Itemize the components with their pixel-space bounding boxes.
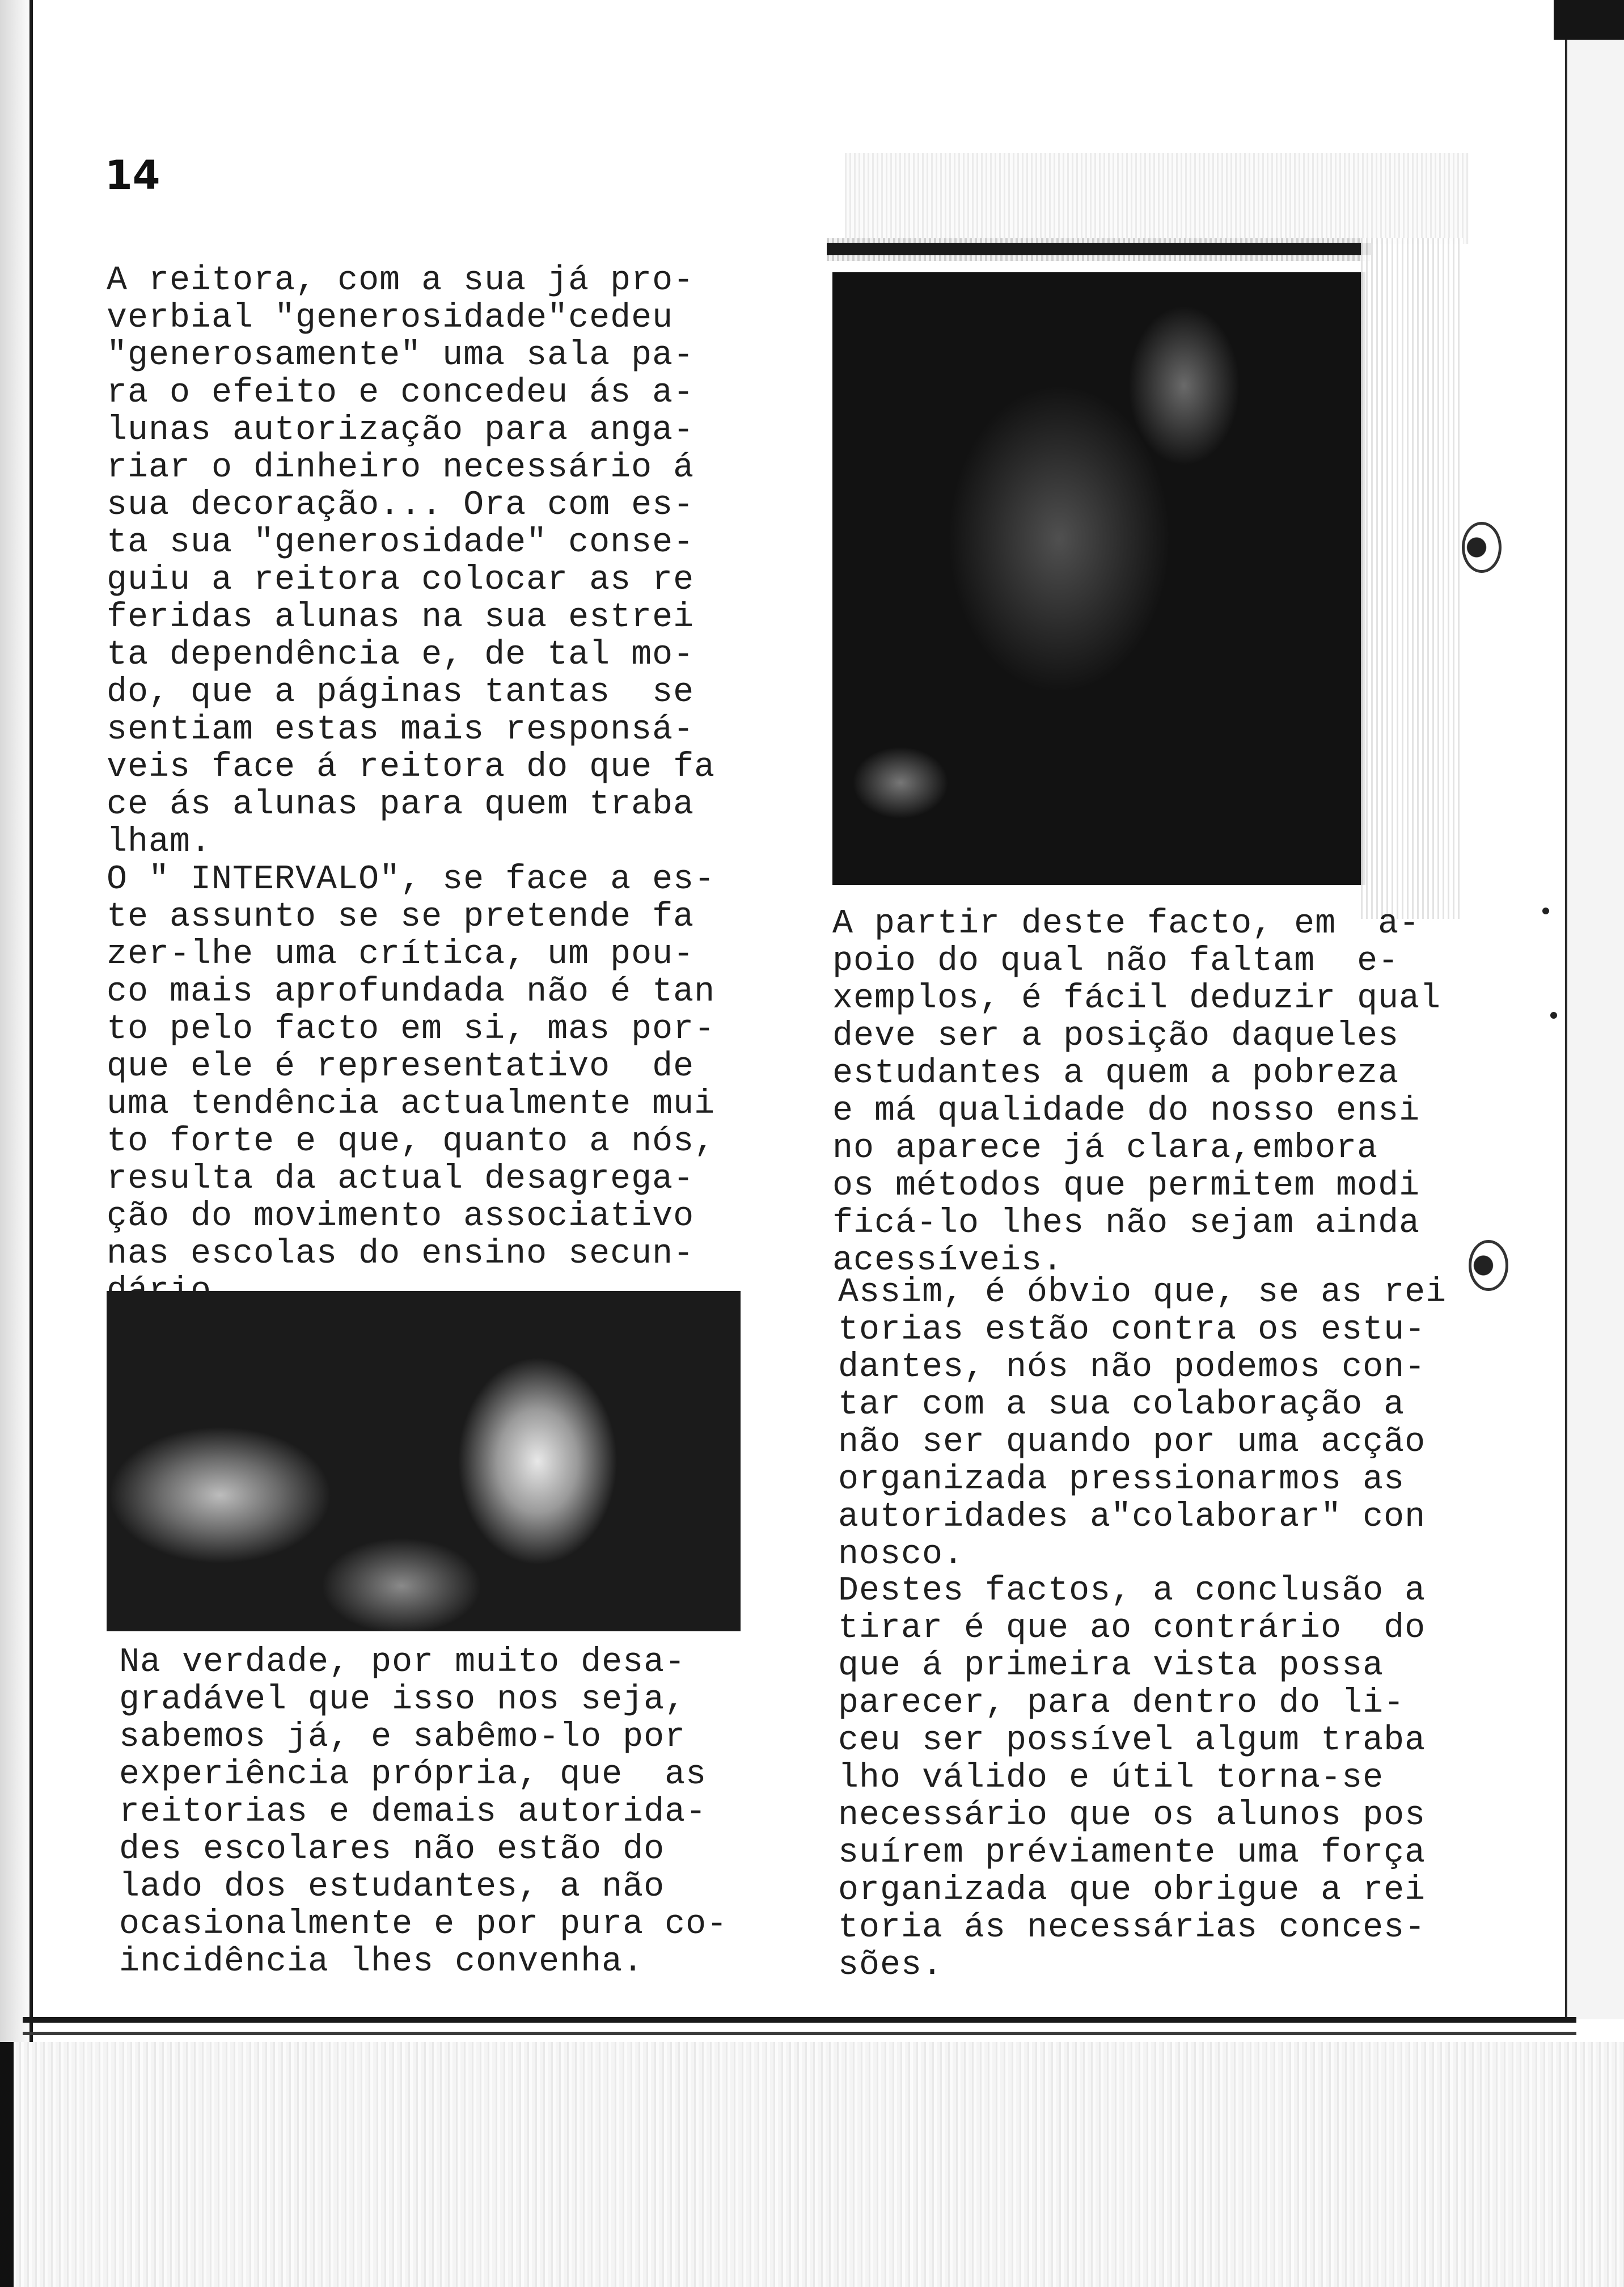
photo-top-right <box>832 272 1365 885</box>
page-bottom-edge <box>23 2017 1576 2023</box>
punch-hole <box>1469 1240 1508 1291</box>
photo-scan-noise <box>845 153 1469 244</box>
scan-corner <box>1554 0 1624 40</box>
right-paragraph-2: Assim, é óbvio que, se as rei torias estão contra os estu- dantes, nós não podemos con- tar com a sua colaboração a não ser quando por uma acção organizada pressionarmos as autoridades a"colaborar" con nosco. <box>838 1273 1447 1574</box>
left-paragraph-2: O " INTERVALO", se face a es- te assunto se se pretende fa zer-lhe uma crítica, um pou- co mais aprofundada não é tan to pelo facto em si, mas por- que ele é representativo de uma tendência actualmente mui to forte e que, quanto a nós, resulta da actual desagrega- ção do movimento associativo nas escolas do ensino secun- <box>107 860 716 1273</box>
scan-dot <box>1542 908 1549 914</box>
left-paragraph-3: Na verdade, por muito desa- gradável que isso nos seja, sabemos já, e sabêmo-lo por experiência própria, que as reitorias e demais autorida- des escolares não estão do lado dos estudantes, a não ocasionalmente e por pura co- incidência lhes convenha. <box>119 1643 728 1981</box>
scan-left-edge <box>0 0 33 2287</box>
scan-dot <box>1550 1012 1557 1019</box>
right-paragraph-3: Destes factos, a conclusão a tirar é que ao contrário do que á primeira vista possa parecer, para dentro do li- ceu ser possível algum traba lho válido e útil torna-se necessário que os alunos pos suírem préviamente uma força organizada que obrigue a rei toria ás necessárias conces- sões. <box>838 1572 1426 1985</box>
punch-hole <box>1462 522 1502 573</box>
left-paragraph-1: A reitora, com a sua já pro- verbial "generosidade"cedeu "generosamente" uma sala pa- ra o efeito e concedeu ás a- lunas autorização para anga- riar o dinheiro necessário á sua decoração... Ora com es- ta sua "generosidade" conse- guiu a reitora colocar as re feridas alunas na sua estrei ta dependência e, de tal mo- do, que a páginas tantas se sentiam estas mais responsá- veis face á reitora do que fa ce ás alunas para quem traba lham. <box>107 261 716 862</box>
photo-bottom-left <box>107 1291 741 1631</box>
page-bottom-shadow <box>23 2032 1576 2035</box>
photo-top-border-dark <box>827 243 1371 255</box>
scanner-dark-strip <box>0 2042 14 2287</box>
binding-line <box>29 0 33 2042</box>
scan-right-edge <box>1565 0 1624 2019</box>
scanner-background <box>0 2042 1624 2287</box>
photo-scan-streak <box>1361 238 1463 919</box>
page-number: 14 <box>105 152 160 199</box>
right-paragraph-1: A partir deste facto, em a- poio do qual não faltam e- xemplos, é fácil deduzir qual deve ser a posição daqueles estudantes a quem a pobreza e má qualidade do nosso ensi no aparece já clara,embora os métodos que permitem modi ficá-lo lhes não sejam ainda acessíveis. <box>832 905 1441 1280</box>
